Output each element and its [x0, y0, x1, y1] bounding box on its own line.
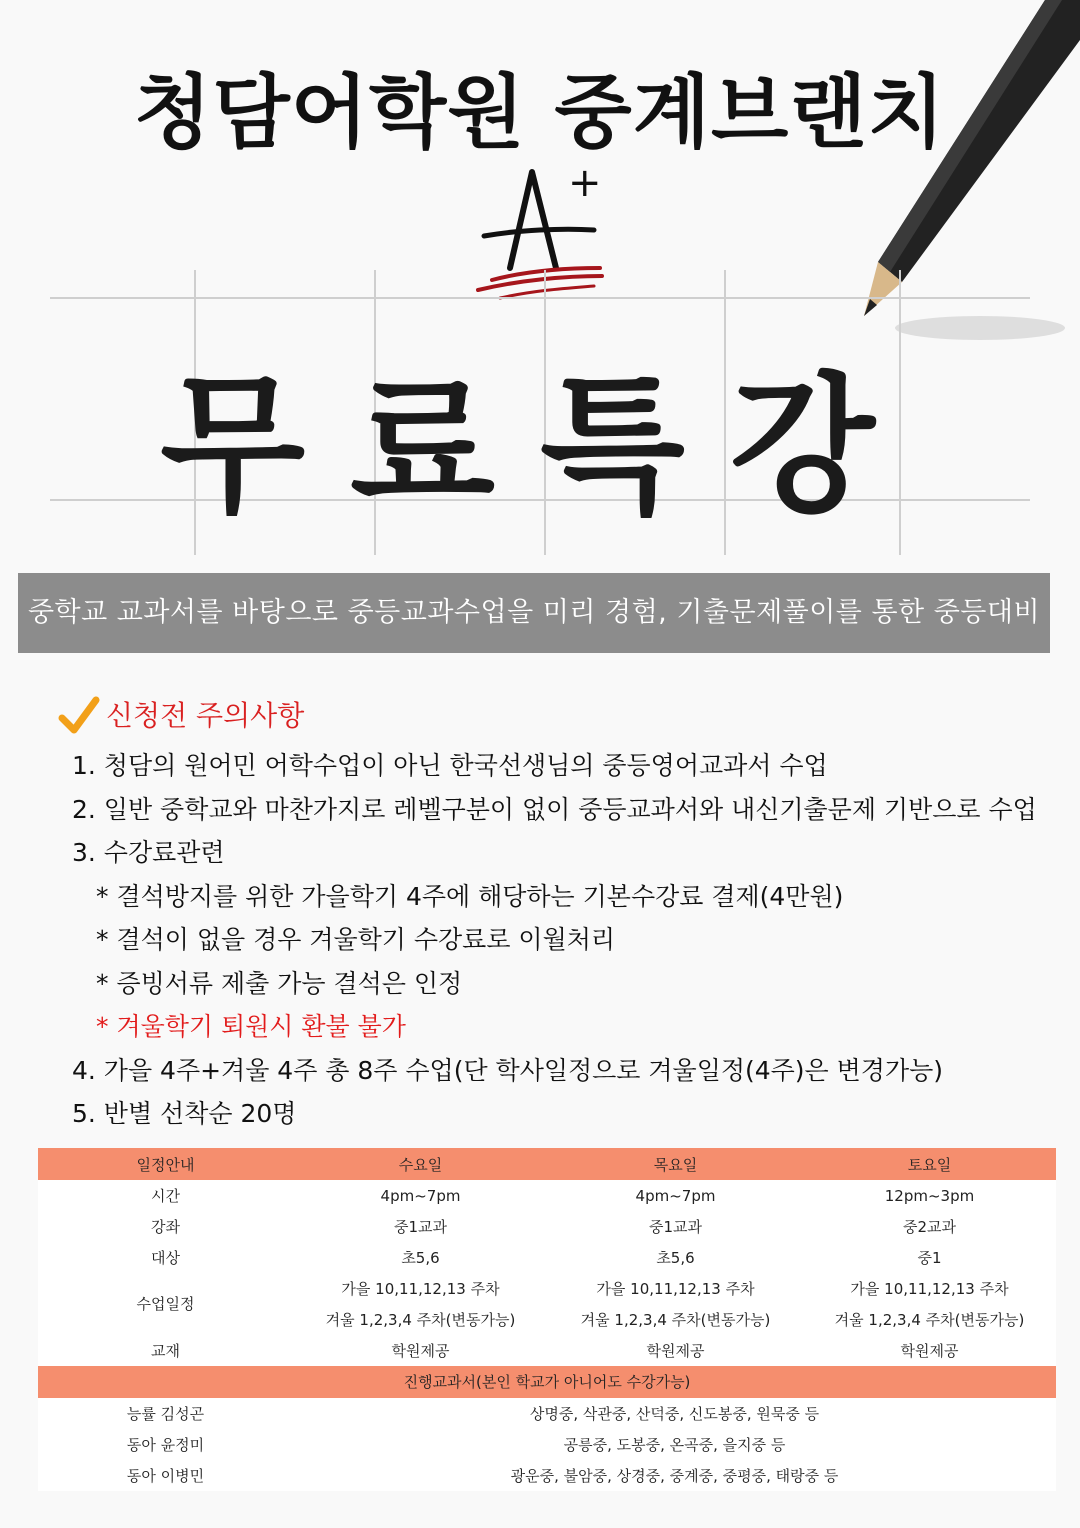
schools-cell: 공릉중, 도봉중, 온곡중, 을지중 등 — [563, 1435, 786, 1454]
schedule-header-row — [38, 1148, 1056, 1180]
table-cell: 겨울 1,2,3,4 주차(변동가능) — [834, 1310, 1025, 1329]
notice-item: 2. 일반 중학교와 마찬가지로 레벨구분이 없이 중등교과서와 내신기출문제 기반으로 수업 — [72, 794, 1037, 824]
table-row — [38, 1242, 1056, 1273]
table-cell: 겨울 1,2,3,4 주차(변동가능) — [325, 1310, 516, 1329]
table-cell: 겨울 1,2,3,4 주차(변동가능) — [580, 1310, 771, 1329]
table-row — [38, 1335, 1056, 1366]
table-cell: 4pm~7pm — [635, 1186, 716, 1205]
notice-item: 4. 가을 4주+겨울 4주 총 8주 수업(단 학사일정으로 겨울일정(4주)은 변경가능) — [72, 1055, 944, 1085]
description-banner: 중학교 교과서를 바탕으로 중등교과수업을 미리 경험, 기출문제풀이를 통한 중등대비 — [18, 573, 1050, 653]
poster-title: 청담어학원 중계브랜치 — [134, 66, 946, 159]
notice-item: 1. 청담의 원어민 어학수업이 아닌 한국선생님의 중등영어교과서 수업 — [72, 751, 828, 780]
table-cell: 학원제공 — [391, 1341, 450, 1360]
publisher-cell: 동아 이병민 — [126, 1466, 205, 1485]
notice-subitem: * 결석이 없을 경우 겨울학기 수강료로 이월처리 — [96, 925, 616, 954]
notice-item: 3. 수강료관련 — [72, 838, 225, 867]
schools-cell: 상명중, 삭관중, 산덕중, 신도봉중, 원묵중 등 — [529, 1404, 820, 1423]
header-cell: 토요일 — [803, 1148, 1056, 1180]
row-label: 수업일정 — [136, 1295, 195, 1314]
notice-title: 신청전 주의사항 — [106, 699, 305, 732]
textbook-header-row — [38, 1366, 1056, 1398]
header-cell: 목요일 — [548, 1148, 803, 1180]
table-row — [38, 1429, 1056, 1460]
table-cell: 중1교과 — [393, 1217, 447, 1236]
table-cell: 가을 10,11,12,13 주차 — [341, 1279, 500, 1298]
header-cell: 수요일 — [293, 1148, 548, 1180]
table-cell: 중1교과 — [648, 1217, 702, 1236]
row-label: 시간 — [151, 1187, 180, 1205]
table-cell: 12pm~3pm — [884, 1186, 975, 1205]
header-cell: 일정안내 — [38, 1148, 293, 1180]
check-icon — [58, 696, 100, 736]
notice-list — [72, 744, 1062, 1136]
table-row — [38, 1211, 1056, 1242]
main-title: 무료특강 — [160, 360, 920, 534]
table-cell: 학원제공 — [900, 1341, 959, 1360]
notice-subitem: * 결석방지를 위한 가을학기 4주에 해당하는 기본수강료 결제(4만원) — [96, 881, 844, 911]
schedule-table — [38, 1148, 1056, 1491]
row-label: 교재 — [151, 1341, 180, 1360]
schools-cell: 광운중, 불암중, 상경중, 중계중, 중평중, 태랑중 등 — [510, 1466, 839, 1485]
table-row — [38, 1398, 1056, 1429]
row-label: 강좌 — [151, 1217, 180, 1236]
table-row — [38, 1273, 1056, 1304]
table-cell: 초5,6 — [401, 1248, 440, 1267]
table-cell: 4pm~7pm — [380, 1186, 461, 1205]
table-row — [38, 1460, 1056, 1491]
table-cell: 학원제공 — [646, 1341, 705, 1360]
table-cell: 가을 10,11,12,13 주차 — [596, 1279, 755, 1298]
table-cell: 가을 10,11,12,13 주차 — [850, 1279, 1009, 1298]
row-label: 대상 — [151, 1248, 180, 1267]
table-row — [38, 1180, 1056, 1211]
table-cell: 중1 — [917, 1248, 942, 1267]
grade-text: + — [568, 160, 602, 206]
textbook-header: 진행교과서(본인 학교가 아니어도 수강가능) — [38, 1366, 1056, 1398]
publisher-cell: 동아 윤정미 — [126, 1435, 205, 1454]
notice-subitem: * 증빙서류 제출 가능 결석은 인정 — [96, 968, 463, 998]
publisher-cell: 능률 김성곤 — [126, 1404, 205, 1423]
table-cell: 초5,6 — [656, 1248, 695, 1267]
notice-subitem-warning: * 겨울학기 퇴원시 환불 불가 — [96, 1012, 406, 1041]
notice-item: 5. 반별 선착순 20명 — [72, 1099, 297, 1128]
table-cell: 중2교과 — [902, 1217, 956, 1236]
